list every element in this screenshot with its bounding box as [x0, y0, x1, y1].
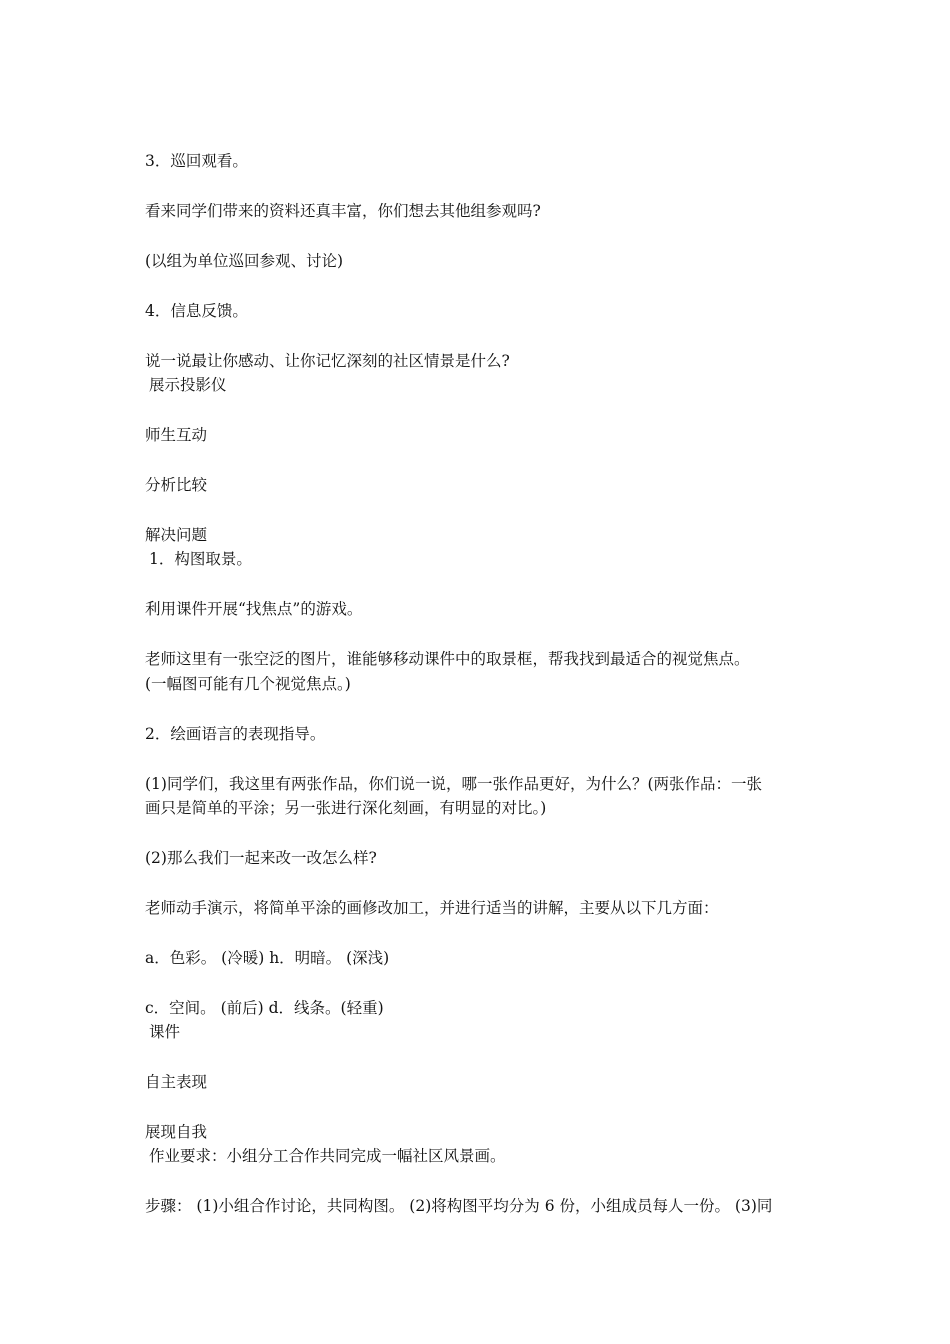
paragraph-step-4: 4．信息反馈。 — [145, 302, 248, 320]
paragraph-text: (2)那么我们一起来改一改怎么样? — [145, 849, 377, 867]
section-heading: 解决问题 — [145, 526, 208, 544]
paragraph-text: 看来同学们带来的资料还真丰富，你们想去其他组参观吗? — [145, 202, 541, 220]
section-heading: 自主表现 — [145, 1073, 208, 1091]
section-heading: 分析比较 — [145, 476, 208, 494]
paragraph-step-3: 3．巡回观看。 — [145, 152, 248, 170]
paragraph-label: 课件 — [149, 1023, 181, 1041]
paragraph-text: 作业要求：小组分工合作共同完成一幅社区风景画。 — [149, 1147, 506, 1165]
paragraph-text: 步骤： (1)小组合作讨论，共同构图。 (2)将构图平均分为 6 份，小组成员每人一份。 (3)同 — [145, 1197, 773, 1215]
paragraph-text: 画只是简单的平涂；另一张进行深化刻画，有明显的对比。) — [145, 799, 547, 817]
paragraph-text: (一幅图可能有几个视觉焦点。) — [145, 675, 351, 693]
paragraph-text: 说一说最让你感动、让你记忆深刻的社区情景是什么? — [145, 352, 510, 370]
paragraph-step-1: 1．构图取景。 — [149, 550, 252, 568]
section-heading: 展现自我 — [145, 1123, 208, 1141]
paragraph-text: 老师动手演示，将简单平涂的画修改加工，并进行适当的讲解，主要从以下几方面： — [145, 899, 719, 917]
paragraph-text: (以组为单位巡回参观、讨论) — [145, 252, 344, 270]
paragraph-text: a．色彩。 (冷暖) h．明暗。 (深浅) — [145, 949, 390, 967]
paragraph-label: 展示投影仪 — [149, 376, 227, 394]
paragraph-text: (1)同学们，我这里有两张作品，你们说一说，哪一张作品更好，为什么？(两张作品：一张 — [145, 775, 763, 793]
section-heading: 师生互动 — [145, 426, 208, 444]
paragraph-text: 利用课件开展“找焦点”的游戏。 — [145, 600, 363, 618]
paragraph-step-2: 2．绘画语言的表现指导。 — [145, 725, 326, 743]
paragraph-text: 老师这里有一张空泛的图片，谁能够移动课件中的取景框，帮我找到最适合的视觉焦点。 — [145, 650, 750, 668]
paragraph-text: c．空间。 (前后) d．线条。(轻重) — [145, 999, 384, 1017]
